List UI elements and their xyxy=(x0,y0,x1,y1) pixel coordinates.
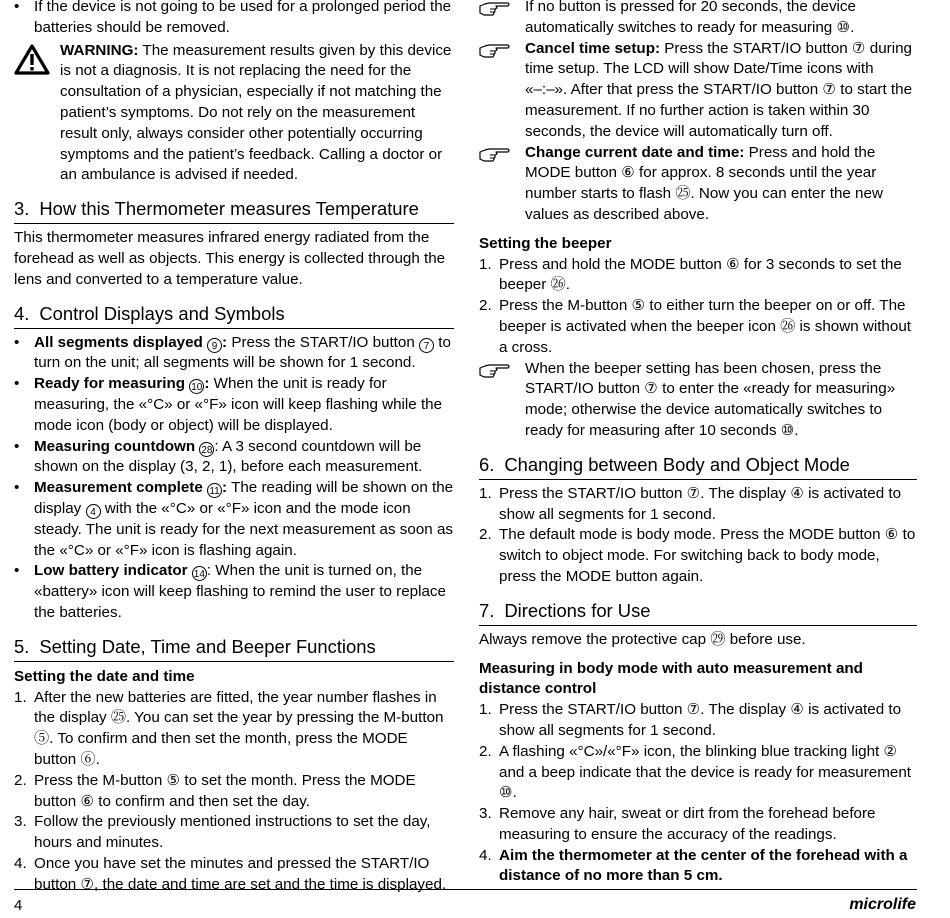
note-block xyxy=(479,359,917,442)
warning-text xyxy=(60,41,454,187)
step-text: Aim the thermometer at the center of the forehead with a distance of no more than 5 cm. xyxy=(499,846,908,885)
step-text: Press the M-button ⑤ to set the month. Press the MODE button ⑥ to confirm and then set the day. xyxy=(34,771,416,810)
beeper-subhead: Setting the beeper xyxy=(479,234,612,252)
note-text: When the beeper setting has been chosen, press the START/IO button ⑦ to enter the «ready for measuring» mode; otherwise the device automatically switches to ready for measuring after 10 seconds ⑩. xyxy=(525,359,896,439)
item-label: Measuring countdown xyxy=(34,437,196,455)
section-7-steps xyxy=(479,700,917,887)
list-item: 2. Press the M-button ⑤ to either turn the beeper on or off. The beeper is activated when the beeper icon ㉖ is shown without a cross. xyxy=(479,297,911,356)
list-item: • Measurement complete 11 : The reading will be shown on the display 4 with the «°C» or «°F» icon and the mode icon steady. The unit is ready for the next measurement as soon as the «°C» or «°F» icon is flashing again. xyxy=(14,479,454,559)
step-text: Press the START/IO button ⑦. The display ④ is activated to show all segments for 1 second. xyxy=(499,701,902,739)
section-7-intro: Always remove the protective cap ㉙ before use. xyxy=(479,630,806,648)
brand-logo: microlife xyxy=(849,896,916,913)
body-mode-subhead: Measuring in body mode with auto measurement and distance control xyxy=(479,659,863,698)
item-text: to turn on the unit; all segments will be shown for 1 second. xyxy=(34,333,451,372)
section-3-body: This thermometer measures infrared energy radiated from the forehead as well as objects. This energy is collected through the lens and converted to a temperature value. xyxy=(14,229,446,288)
ref-number-icon: 10 xyxy=(189,379,204,394)
pointing-hand-icon xyxy=(479,363,511,379)
step-text: Once you have set the minutes and pressed the START/IO button ⑦, the date and time are set and the time is displayed. xyxy=(34,854,447,893)
section-3-number: 3. xyxy=(14,198,30,220)
bullet-icon: • xyxy=(14,437,20,455)
step-text: Remove any hair, sweat or dirt from the forehead before measuring to ensure the accuracy of the readings. xyxy=(499,805,876,843)
ref-number-icon: 14 xyxy=(192,566,207,581)
section-4-number: 4. xyxy=(14,302,30,324)
section-3-title: How this Thermometer measures Temperature xyxy=(39,198,419,220)
section-5-heading xyxy=(14,635,454,662)
note-block xyxy=(479,0,917,39)
warning-block xyxy=(14,41,454,187)
right-column xyxy=(479,0,917,887)
list-item: • All segments displayed 9 : Press the START/IO button 7 to turn on the unit; all segments will be shown for 1 second. xyxy=(14,333,451,372)
bullet-icon: • xyxy=(14,333,20,351)
pointing-hand-icon xyxy=(479,43,511,59)
item-text: When the unit is ready for measuring, the «°C» or «°F» icon will keep flashing while the mode icon (body or object) will be displayed. xyxy=(34,375,443,434)
step-text: After the new batteries are fitted, the year number flashes in the display ㉕. You can set the year by pressing the M-button ⑤. To confirm and then set the month, press the MODE button ⑥. xyxy=(34,688,444,768)
list-item: 3. Remove any hair, sweat or dirt from the forehead before measuring to ensure the accuracy of the readings. xyxy=(479,805,876,843)
item-text: When the unit is turned on, the «battery» icon will keep flashing to remind the user to replace the batteries. xyxy=(34,562,446,621)
section-6-number: 6. xyxy=(479,453,495,475)
ref-number-icon: 28 xyxy=(199,442,214,457)
step-text: The default mode is body mode. Press the MODE button ⑥ to switch to object mode. For switching back to body mode, press the MODE button again. xyxy=(499,526,916,585)
warning-label: WARNING: xyxy=(60,41,139,59)
step-text: Press the M-button ⑤ to either turn the beeper on or off. The beeper is activated when the beeper icon ㉖ is shown without a cross. xyxy=(499,297,911,356)
section-6-steps xyxy=(479,484,917,588)
note-label: Change current date and time: xyxy=(525,143,745,161)
list-item: 1. Press and hold the MODE button ⑥ for 3 seconds to set the beeper ㉖. xyxy=(479,255,902,294)
list-item: 1. After the new batteries are fitted, the year number flashes in the display ㉕. You can set the year by pressing the M-button ⑤. To confirm and then set the month, press the MODE button ⑥. xyxy=(14,688,444,768)
note-text: Press and hold the MODE button ⑥ for approx. 8 seconds until the year number starts to flash ㉕. Now you can enter the new values as described above. xyxy=(525,143,883,223)
warning-triangle-icon xyxy=(14,43,50,75)
ref-number-icon: 7 xyxy=(419,338,434,353)
note-block xyxy=(479,39,917,143)
ref-number-icon: 4 xyxy=(86,504,101,519)
date-time-subhead: Setting the date and time xyxy=(14,667,195,685)
section-4-heading xyxy=(14,302,454,329)
section-5-title: Setting Date, Time and Beeper Functions xyxy=(39,635,376,657)
footer-divider xyxy=(14,889,917,890)
list-item: 4. Aim the thermometer at the center of the forehead with a distance of no more than 5 cm. xyxy=(479,846,908,885)
section-5-number: 5. xyxy=(14,635,30,657)
bullet-icon: • xyxy=(14,562,20,580)
bullet-icon: • xyxy=(14,479,20,497)
page-number: 4 xyxy=(14,897,23,914)
item-text: The reading will be shown on the display xyxy=(34,479,454,517)
list-item: • Low battery indicator 14 : When the unit is turned on, the «battery» icon will keep flashing to remind the user to replace the batteries. xyxy=(14,562,446,621)
note-block xyxy=(479,143,917,226)
ref-number-icon: 9 xyxy=(207,338,222,353)
list-item: 2. Press the M-button ⑤ to set the month. Press the MODE button ⑥ to confirm and then set the day. xyxy=(14,771,416,810)
section-4-title: Control Displays and Symbols xyxy=(39,302,285,324)
left-column xyxy=(14,0,454,895)
step-text: Press the START/IO button ⑦. The display ④ is activated to show all segments for 1 second. xyxy=(499,484,902,523)
list-item: 4. Once you have set the minutes and pressed the START/IO button ⑦, the date and time are set and the time is displayed. xyxy=(14,854,447,893)
item-text: Press the START/IO button xyxy=(231,333,415,351)
bullet-icon: • xyxy=(14,0,20,15)
intro-bullet xyxy=(14,0,454,39)
note-text: Press the START/IO button ⑦ during time setup. The LCD will show Date/Time icons with «–:–». After that press the START/IO button ⑦ to start the measurement. If no further action is taken within 30 seconds, the device will automatically turn off. xyxy=(525,39,913,140)
section-6-heading xyxy=(479,453,917,480)
intro-bullet-text: If the device is not going to be used for a prolonged period the batteries should be removed. xyxy=(34,0,452,36)
beeper-steps xyxy=(479,255,917,359)
step-text: A flashing «°C»/«°F» icon, the blinking blue tracking light ② and a beep indicate that the device is ready for measurement ⑩. xyxy=(499,742,911,802)
section-6-title: Changing between Body and Object Mode xyxy=(504,453,850,475)
step-text: Follow the previously mentioned instructions to set the day, hours and minutes. xyxy=(34,813,431,852)
item-label: Measurement complete xyxy=(34,479,203,497)
list-item: • Ready for measuring 10 : When the unit is ready for measuring, the «°C» or «°F» icon will keep flashing while the mode icon (body or object) will be displayed. xyxy=(14,375,443,434)
ref-number-icon: 11 xyxy=(207,483,222,498)
item-label: All segments displayed xyxy=(34,333,203,351)
warning-body: The measurement results given by this device is not a diagnosis. It is not replacing the need for the consultation of a physician, especially if not matching the patient’s symptoms. Do not rely on the measurement result only, always consider other potentially occurring symptoms and the patient’s feedback. Calling a doctor or an ambulance is advised if needed. xyxy=(60,41,452,184)
item-text: A 3 second countdown will be shown on the display (3, 2, 1), before each measurement. xyxy=(34,437,423,476)
note-label: Cancel time setup: xyxy=(525,39,661,57)
date-time-steps xyxy=(14,688,454,896)
list-item: 1. Press the START/IO button ⑦. The display ④ is activated to show all segments for 1 second. xyxy=(479,484,902,523)
list-item: 2. The default mode is body mode. Press the MODE button ⑥ to switch to object mode. For switching back to body mode, press the MODE button again. xyxy=(479,526,916,585)
list-item: • Measuring countdown 28 : A 3 second countdown will be shown on the display (3, 2, 1), before each measurement. xyxy=(14,437,423,476)
section-7-title: Directions for Use xyxy=(504,599,651,621)
section-7-heading xyxy=(479,599,917,626)
item-label: Ready for measuring xyxy=(34,375,186,393)
section-7-number: 7. xyxy=(479,599,495,621)
note-text: If no button is pressed for 20 seconds, the device automatically switches to ready for measuring ⑩. xyxy=(525,0,856,36)
list-item: 2. A flashing «°C»/«°F» icon, the blinking blue tracking light ② and a beep indicate that the device is ready for measurement ⑩. xyxy=(479,742,911,802)
list-item: 1. Press the START/IO button ⑦. The display ④ is activated to show all segments for 1 second. xyxy=(479,701,902,739)
list-item: 3. Follow the previously mentioned instructions to set the day, hours and minutes. xyxy=(14,813,431,852)
pointing-hand-icon xyxy=(479,147,511,163)
step-text: Press and hold the MODE button ⑥ for 3 seconds to set the beeper ㉖. xyxy=(499,255,902,294)
section-3-heading xyxy=(14,197,454,224)
item-label: Low battery indicator xyxy=(34,562,188,580)
item-text: with the «°C» or «°F» icon and the mode icon steady. The unit is ready for the next measurement as soon as the «°C» or «°F» icon is flashing again. xyxy=(34,499,454,559)
pointing-hand-icon xyxy=(479,1,511,17)
section-4-list xyxy=(14,333,454,624)
bullet-icon: • xyxy=(14,375,20,393)
